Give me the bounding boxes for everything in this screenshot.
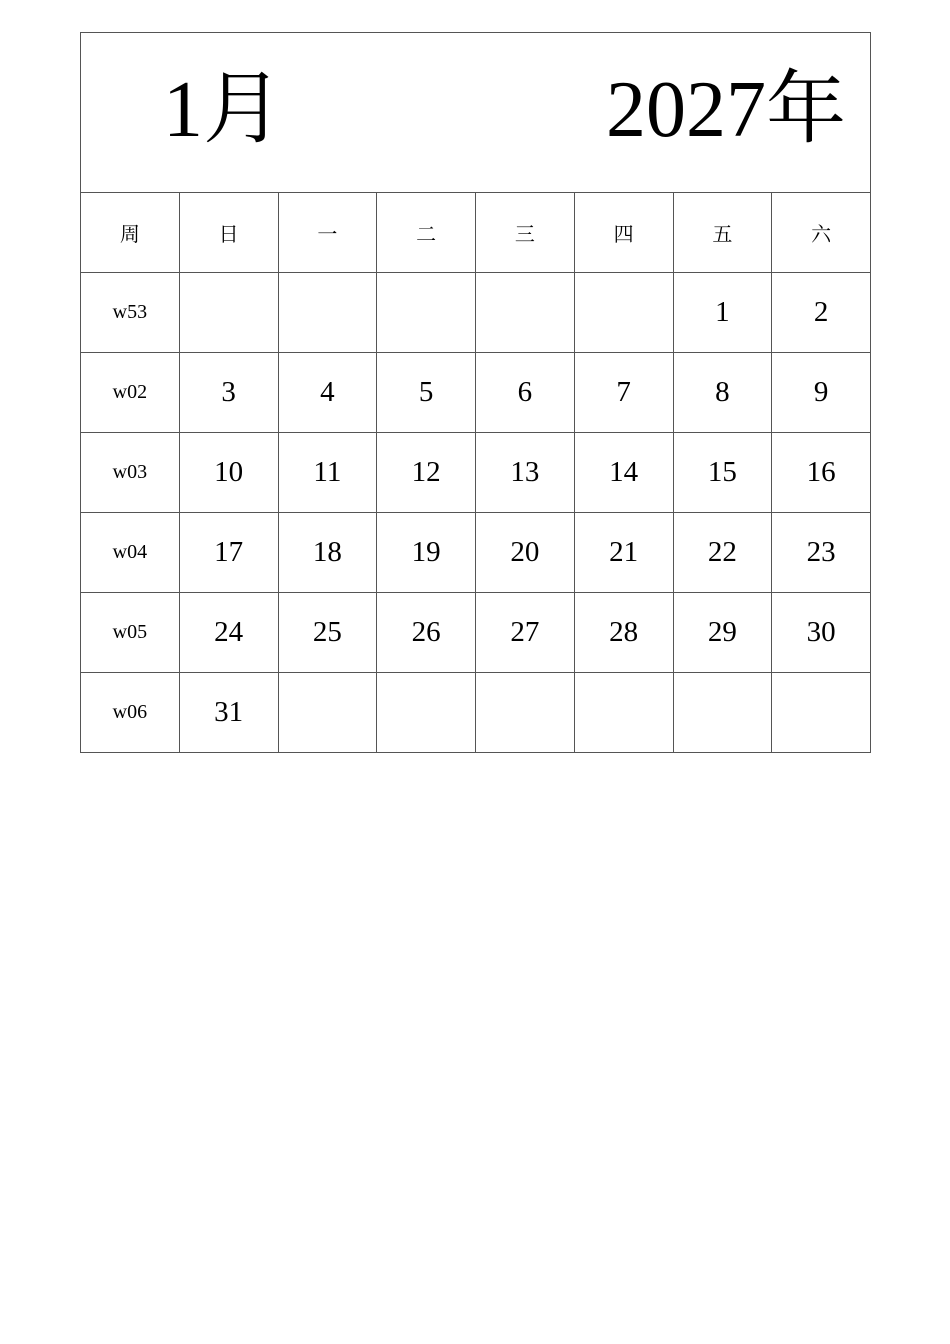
day-cell — [377, 673, 476, 753]
day-cell: 14 — [574, 433, 673, 513]
day-cell: 28 — [574, 593, 673, 673]
week-number: w04 — [81, 513, 180, 593]
day-cell: 29 — [673, 593, 772, 673]
day-cell: 19 — [377, 513, 476, 593]
day-cell: 9 — [772, 353, 871, 433]
day-cell: 12 — [377, 433, 476, 513]
day-cell: 25 — [278, 593, 377, 673]
day-cell — [574, 273, 673, 353]
week-number: w02 — [81, 353, 180, 433]
year-label: 2027年 — [606, 66, 846, 154]
month-label: 1月 — [163, 66, 283, 154]
week-row — [81, 673, 871, 753]
weekday-header-sun: 日 — [179, 193, 278, 273]
weekday-header-mon: 一 — [278, 193, 377, 273]
weekday-header-sat: 六 — [772, 193, 871, 273]
day-cell — [476, 273, 575, 353]
day-cell: 2 — [772, 273, 871, 353]
weekday-header-fri: 五 — [673, 193, 772, 273]
calendar-header — [81, 33, 871, 193]
day-cell: 15 — [673, 433, 772, 513]
day-cell: 13 — [476, 433, 575, 513]
day-cell: 17 — [179, 513, 278, 593]
week-row — [81, 273, 871, 353]
week-row — [81, 593, 871, 673]
day-cell: 26 — [377, 593, 476, 673]
day-cell — [476, 673, 575, 753]
day-cell — [179, 273, 278, 353]
day-cell: 7 — [574, 353, 673, 433]
day-cell — [278, 673, 377, 753]
day-cell — [278, 273, 377, 353]
day-cell: 6 — [476, 353, 575, 433]
weekday-header-wed: 三 — [476, 193, 575, 273]
week-column-header: 周 — [81, 193, 180, 273]
day-cell: 30 — [772, 593, 871, 673]
day-cell: 21 — [574, 513, 673, 593]
day-cell: 5 — [377, 353, 476, 433]
weekday-header-thu: 四 — [574, 193, 673, 273]
week-row — [81, 353, 871, 433]
day-cell — [377, 273, 476, 353]
day-cell — [772, 673, 871, 753]
day-cell — [673, 673, 772, 753]
day-cell: 23 — [772, 513, 871, 593]
day-cell: 22 — [673, 513, 772, 593]
day-cell: 18 — [278, 513, 377, 593]
week-number: w05 — [81, 593, 180, 673]
week-row — [81, 513, 871, 593]
weekday-header-row — [81, 193, 871, 273]
week-number: w53 — [81, 273, 180, 353]
day-cell: 11 — [278, 433, 377, 513]
week-number: w06 — [81, 673, 180, 753]
day-cell: 20 — [476, 513, 575, 593]
week-row — [81, 433, 871, 513]
calendar-table — [80, 32, 871, 753]
day-cell: 10 — [179, 433, 278, 513]
day-cell: 16 — [772, 433, 871, 513]
day-cell: 4 — [278, 353, 377, 433]
day-cell: 3 — [179, 353, 278, 433]
weekday-header-tue: 二 — [377, 193, 476, 273]
week-number: w03 — [81, 433, 180, 513]
day-cell: 1 — [673, 273, 772, 353]
day-cell: 8 — [673, 353, 772, 433]
day-cell: 27 — [476, 593, 575, 673]
day-cell: 31 — [179, 673, 278, 753]
day-cell — [574, 673, 673, 753]
day-cell: 24 — [179, 593, 278, 673]
